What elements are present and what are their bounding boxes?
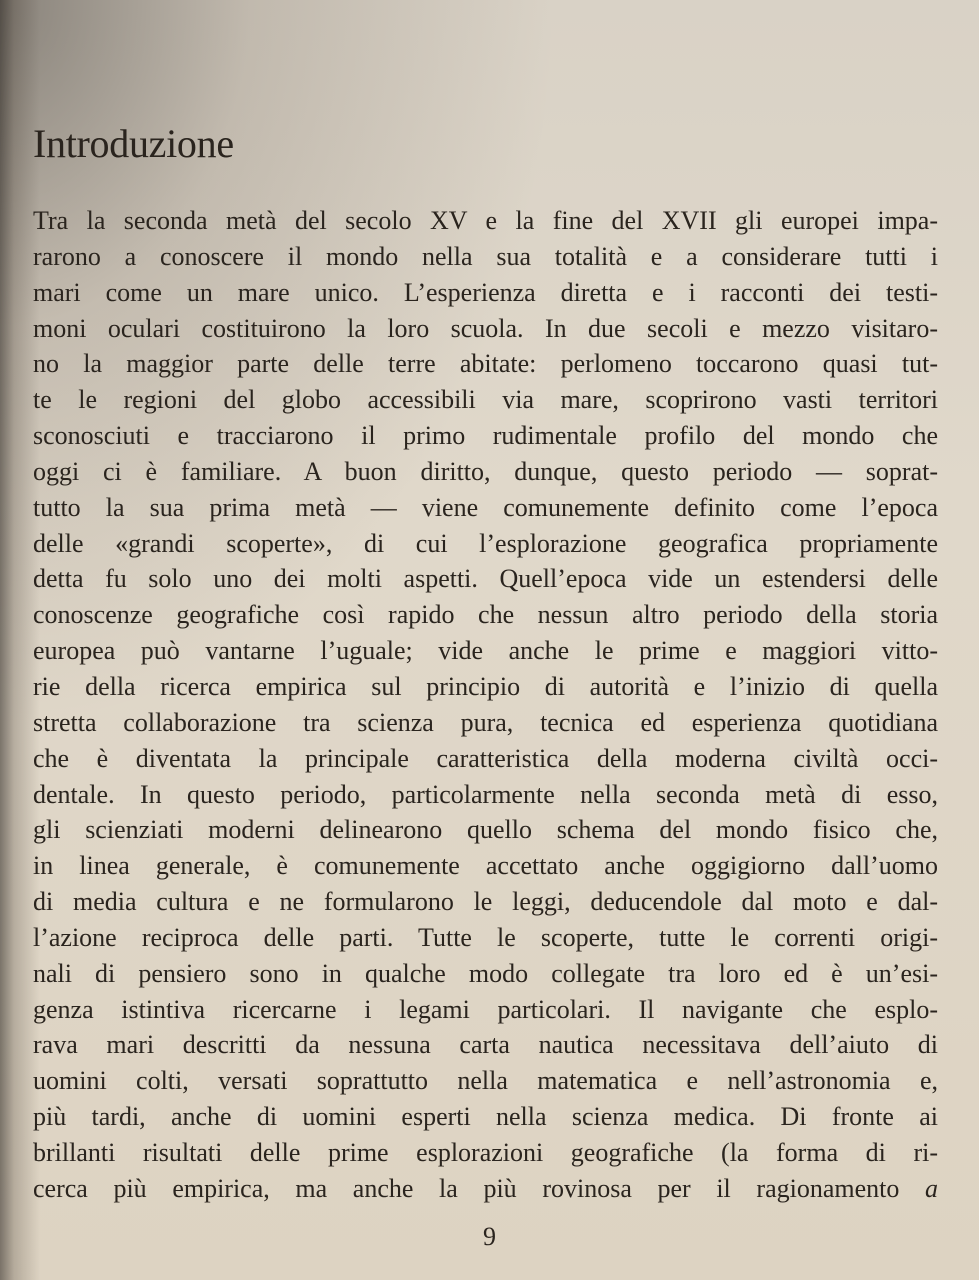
text-line: uomini colti, versati soprattutto nella matematica e nell’astronomia e, xyxy=(33,1066,938,1096)
text-line: stretta collaborazione tra scienza pura, tecnica ed esperienza quotidiana xyxy=(33,707,938,737)
text-line: rie della ricerca empirica sul principio di autorità e l’inizio di quella xyxy=(33,671,938,701)
text-line: no la maggior parte delle terre abitate: perlomeno toccarono quasi tut- xyxy=(33,349,938,379)
text-line: più tardi, anche di uomini esperti nella scienza medica. Di fronte ai xyxy=(33,1102,938,1132)
text-line: europea può vantarne l’uguale; vide anche le prime e maggiori vitto- xyxy=(33,636,938,666)
text-line: gli scienziati moderni delinearono quello schema del mondo fisico che, xyxy=(33,815,938,845)
text-line: dentale. In questo periodo, particolarmente nella seconda metà di esso, xyxy=(33,779,938,809)
text-line: nali di pensiero sono in qualche modo collegate tra loro ed è un’esi- xyxy=(33,958,938,988)
text-line: tutto la sua prima metà — viene comunemente definito come l’epoca xyxy=(33,492,938,522)
text-line: conoscenze geografiche così rapido che nessun altro periodo della storia xyxy=(33,600,938,630)
text-line: brillanti risultati delle prime esplorazioni geografiche (la forma di ri- xyxy=(33,1137,938,1167)
text-line: sconosciuti e tracciarono il primo rudimentale profilo del mondo che xyxy=(33,421,938,451)
text-line: moni oculari costituirono la loro scuola. In due secoli e mezzo visitaro- xyxy=(33,313,938,343)
italic-word: a xyxy=(925,1173,939,1203)
chapter-title: Introduzione xyxy=(33,121,234,166)
text-line: Tra la seconda metà del secolo XV e la fine del XVII gli europei impa- xyxy=(33,206,938,235)
last-line xyxy=(33,1171,938,1207)
text-line: delle «grandi scoperte», di cui l’esplorazione geografica propriamente xyxy=(33,528,938,558)
body-text xyxy=(33,203,938,1207)
text-line: l’azione reciproca delle parti. Tutte le scoperte, tutte le correnti origi- xyxy=(33,922,938,952)
text-line: che è diventata la principale caratteristica della moderna civiltà occi- xyxy=(33,743,938,773)
text-line: oggi ci è familiare. A buon diritto, dunque, questo periodo — soprat- xyxy=(33,456,938,486)
text-line: mari come un mare unico. L’esperienza diretta e i racconti dei testi- xyxy=(33,277,938,307)
text-line: di media cultura e ne formularono le leggi, deducendole dal moto e dal- xyxy=(33,887,938,917)
text-line: rarono a conoscere il mondo nella sua totalità e a considerare tutti i xyxy=(33,241,938,271)
text-line: detta fu solo uno dei molti aspetti. Quell’epoca vide un estendersi delle xyxy=(33,564,938,594)
text-line: rava mari descritti da nessuna carta nautica necessitava dell’aiuto di xyxy=(33,1030,938,1060)
text-line: in linea generale, è comunemente accettato anche oggigiorno dall’uomo xyxy=(33,851,938,881)
text-line: genza istintiva ricercarne i legami particolari. Il navigante che esplo- xyxy=(33,994,938,1024)
text-line: cerca più empirica, ma anche la più rovinosa per il ragionamento xyxy=(33,1173,900,1203)
text-line: te le regioni del globo accessibili via mare, scoprirono vasti territori xyxy=(33,385,938,415)
page-number: 9 xyxy=(483,1222,496,1251)
